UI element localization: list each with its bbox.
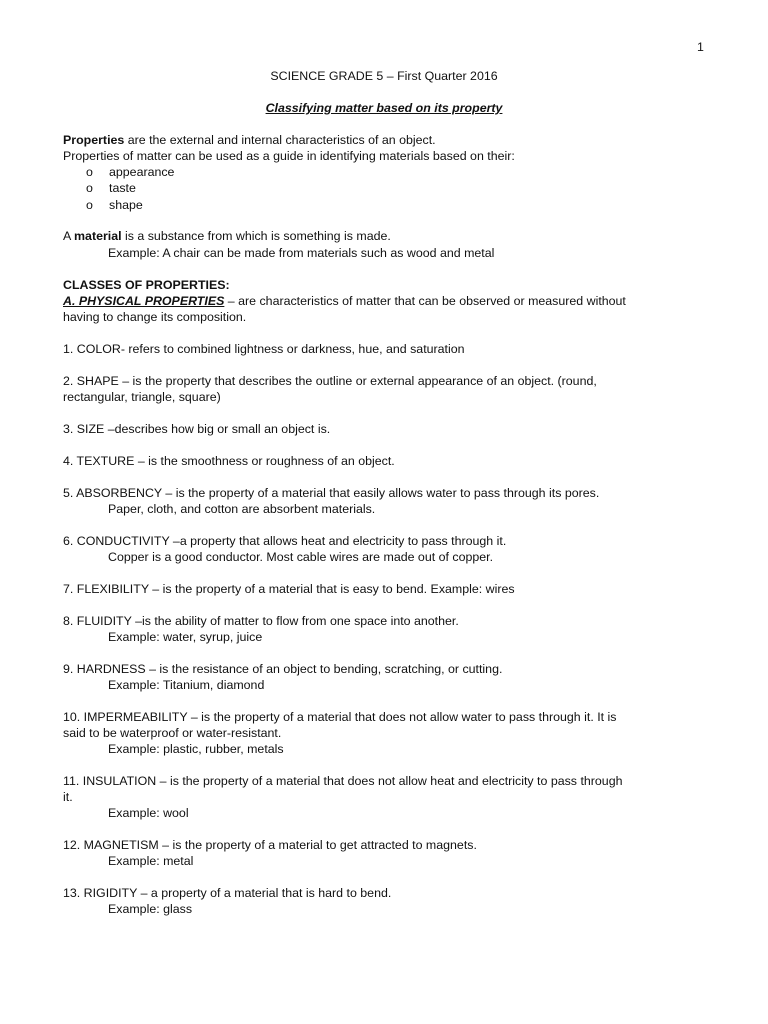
properties-def-text: are the external and internal characteristics of an object. xyxy=(124,133,436,147)
material-def-text: is a substance from which is something is made. xyxy=(121,229,391,243)
material-example: Example: A chair can be made from materials such as wood and metal xyxy=(108,246,495,260)
item-magnetism: 12. MAGNETISM – is the property of a material to get attracted to magnets. xyxy=(63,838,477,852)
physical-properties-def: – are characteristics of matter that can be observed or measured without xyxy=(224,294,626,308)
physical-properties-label: A. PHYSICAL PROPERTIES xyxy=(63,294,225,308)
bullet-icon: o xyxy=(86,198,93,212)
page-number: 1 xyxy=(697,40,704,54)
item-fluidity: 8. FLUIDITY –is the ability of matter to flow from one space into another. xyxy=(63,614,459,628)
lesson-title: Classifying matter based on its property xyxy=(265,101,503,115)
item-hardness: 9. HARDNESS – is the resistance of an object to bending, scratching, or cutting. xyxy=(63,662,503,676)
item-texture: 4. TEXTURE – is the smoothness or roughness of an object. xyxy=(63,454,395,468)
item-impermeability-cont: said to be waterproof or water-resistant. xyxy=(63,726,282,740)
item-fluidity-example: Example: water, syrup, juice xyxy=(108,630,263,644)
item-rigidity-example: Example: glass xyxy=(108,902,193,916)
material-definition xyxy=(63,228,391,244)
bullet-appearance: appearance xyxy=(109,165,175,179)
bullet-icon: o xyxy=(86,181,93,195)
item-shape-cont: rectangular, triangle, square) xyxy=(63,390,221,404)
item-flexibility: 7. FLEXIBILITY – is the property of a material that is easy to bend. Example: wires xyxy=(63,582,515,596)
item-rigidity: 13. RIGIDITY – a property of a material that is hard to bend. xyxy=(63,886,392,900)
bullet-shape: shape xyxy=(109,198,143,212)
item-impermeability: 10. IMPERMEABILITY – is the property of a material that does not allow water to pass through it. It is xyxy=(63,710,617,724)
bullet-icon: o xyxy=(86,165,93,179)
item-impermeability-example: Example: plastic, rubber, metals xyxy=(108,742,284,756)
item-shape: 2. SHAPE – is the property that describes the outline or external appearance of an object. (round, xyxy=(63,374,597,388)
material-term: material xyxy=(74,229,122,243)
item-hardness-example: Example: Titanium, diamond xyxy=(108,678,265,692)
properties-definition xyxy=(63,132,436,148)
item-magnetism-example: Example: metal xyxy=(108,854,194,868)
bullet-taste: taste xyxy=(109,181,136,195)
course-title: SCIENCE GRADE 5 – First Quarter 2016 xyxy=(270,69,498,83)
properties-term: Properties xyxy=(63,133,125,147)
physical-properties-def-cont: having to change its composition. xyxy=(63,310,247,324)
item-conductivity: 6. CONDUCTIVITY –a property that allows heat and electricity to pass through it. xyxy=(63,534,507,548)
item-absorbency: 5. ABSORBENCY – is the property of a material that easily allows water to pass through its pores. xyxy=(63,486,600,500)
guide-line: Properties of matter can be used as a guide in identifying materials based on their: xyxy=(63,149,515,163)
item-size: 3. SIZE –describes how big or small an object is. xyxy=(63,422,331,436)
item-color: 1. COLOR- refers to combined lightness or darkness, hue, and saturation xyxy=(63,342,465,356)
item-absorbency-example: Paper, cloth, and cotton are absorbent materials. xyxy=(108,502,376,516)
item-insulation: 11. INSULATION – is the property of a material that does not allow heat and electricity to pass through xyxy=(63,774,623,788)
physical-properties-line xyxy=(63,293,626,309)
item-conductivity-example: Copper is a good conductor. Most cable wires are made out of copper. xyxy=(108,550,494,564)
item-insulation-cont: it. xyxy=(63,790,73,804)
item-insulation-example: Example: wool xyxy=(108,806,189,820)
classes-heading: CLASSES OF PROPERTIES: xyxy=(63,278,230,292)
material-prefix: A xyxy=(63,229,75,243)
